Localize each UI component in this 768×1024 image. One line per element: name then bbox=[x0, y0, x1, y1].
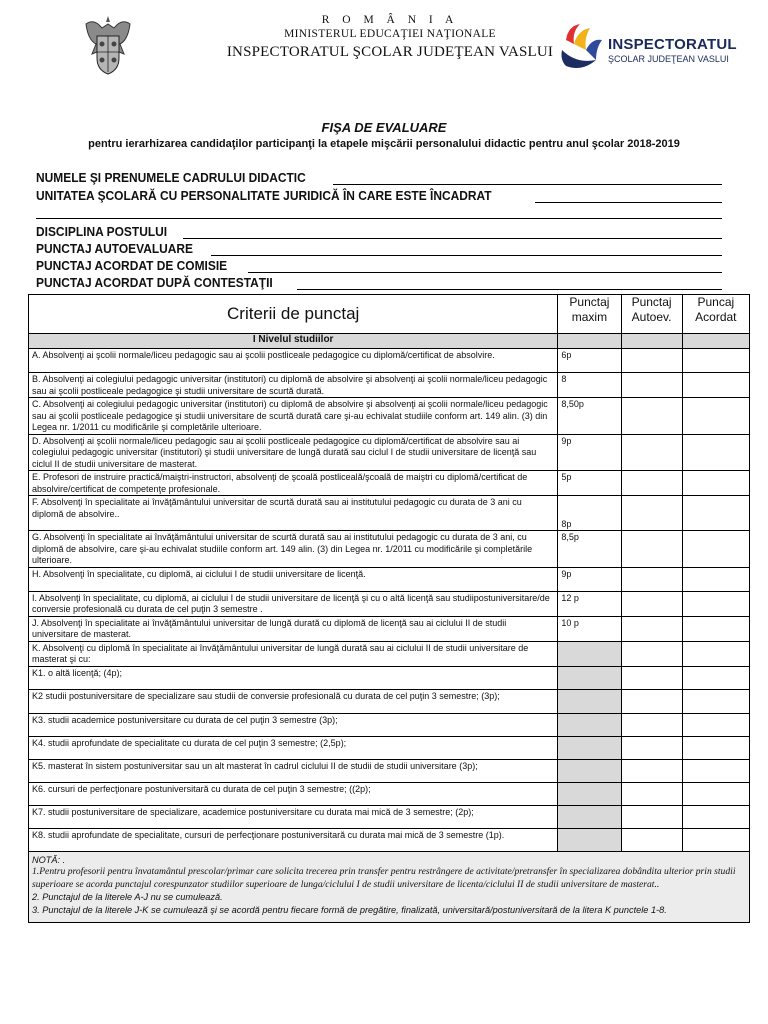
field-label: PUNCTAJ ACORDAT DE COMISIE bbox=[36, 258, 228, 273]
criterion-text: D. Absolvenţi ai şcolii normale/liceu pedagogic sau ai şcolii postliceale pedagogice cu diplomă/certificat de absolvire sau ai colegiului pedagogic universitar (institutori) şi studii universitare de lungă durată sau ciclul I de studii universitare de licenţă sau ciclul II de studii universitare de masterat. bbox=[29, 434, 558, 471]
table-row bbox=[29, 759, 750, 782]
criterion-text: G. Absolvenţi în specialitate ai învăţământului universitar de scurtă durată sau ai institutului pedagogic cu durata de 3 ani, cu diplomă de absolvire, care şi-au echivalat studiile conform art. 149 alin. (3) din Legea nr. 1/2011 cu modificările şi completările ulterioare. bbox=[29, 531, 558, 568]
criterion-text: A. Absolvenţi ai şcolii normale/liceu pedagogic sau ai şcolii postliceale pedagogice cu diplomă/certificat de absolvire. bbox=[29, 349, 558, 373]
table-row bbox=[29, 689, 750, 713]
awarded-score-cell[interactable] bbox=[682, 666, 749, 689]
notes-cell bbox=[29, 851, 750, 923]
max-score-cell: 8,50p bbox=[558, 398, 621, 435]
criterion-text: B. Absolvenţi ai colegiului pedagogic universitar (institutori) cu diplomă de absolvire şi absolvenţi ai şcolii normale/liceu pedagogic sau ai şcolii postliceale pedagogice şi studii universitare de scurtă durată. bbox=[29, 373, 558, 398]
criterion-text: K7. studii postuniversitare de specializare, academice postuniversitare cu durata mai mică de 3 semestre; (2p); bbox=[29, 805, 558, 828]
awarded-score-cell[interactable] bbox=[682, 567, 749, 591]
awarded-score-cell[interactable] bbox=[682, 349, 749, 373]
fill-line bbox=[297, 279, 722, 290]
fill-line bbox=[333, 174, 722, 185]
max-score-cell bbox=[558, 641, 621, 666]
note-1: 1.Pentru profesorii pentru învatamântul prescolar/primar care solicita trecerea prin transfer pentru restrângere de activitate/pretransfer în specializarea dobândita ulterior prin studii superioare se acorda punctajul corespunzator studiilor superioare de lunga/ciclului I de studii universitare de licenta/ciclului II de studii universitare de masterat.. bbox=[32, 866, 736, 890]
table-row bbox=[29, 666, 750, 689]
self-score-cell[interactable] bbox=[621, 689, 682, 713]
max-score-cell: 6p bbox=[558, 349, 621, 373]
form-title: FIŞA DE EVALUARE bbox=[321, 120, 447, 135]
inspectorate-logo bbox=[556, 20, 756, 74]
max-score-cell bbox=[558, 828, 621, 851]
max-score-cell: 8 bbox=[558, 373, 621, 398]
max-score-cell bbox=[558, 713, 621, 736]
table-row bbox=[29, 736, 750, 759]
awarded-score-cell[interactable] bbox=[682, 616, 749, 641]
evaluation-table bbox=[28, 294, 750, 923]
field-label: PUNCTAJ AUTOEVALUARE bbox=[36, 241, 194, 256]
self-score-cell[interactable] bbox=[621, 591, 682, 616]
fill-line bbox=[248, 262, 722, 273]
max-score-cell: 5p bbox=[558, 471, 621, 496]
criterion-text: I. Absolvenţi în specialitate, cu diplomă, ai ciclului I de studii universitare de licenţă şi cu o altă licenţă sau studiipostuniversitare/de conversie profesională cu durata de cel puţin 3 semestre . bbox=[29, 591, 558, 616]
table-row bbox=[29, 591, 750, 616]
self-score-cell[interactable] bbox=[621, 828, 682, 851]
awarded-score-cell[interactable] bbox=[682, 591, 749, 616]
field-label: UNITATEA ŞCOLARĂ CU PERSONALITATE JURIDICĂ ÎN CARE ESTE ÎNCADRAT bbox=[36, 188, 492, 203]
awarded-score-cell[interactable] bbox=[682, 531, 749, 568]
field-label: PUNCTAJ ACORDAT DUPĂ CONTESTAŢII bbox=[36, 275, 273, 290]
criterion-text: C. Absolvenţi ai colegiului pedagogic universitar (institutori) cu diplomă de absolvire şi absolvenţi ai şcolii normale/liceu pedagogic sau ai şcolii postliceale pedagogice şi studii universitare de scurtă durată care şi-au echivalat studiile conform art. 149 alin. (3) din Legea nr. 1/2011 cu modificările şi completările ulterioare. bbox=[29, 398, 558, 435]
self-score-cell[interactable] bbox=[621, 373, 682, 398]
criterion-text: F. Absolvenţi în specialitate ai învăţământului universitar de scurtă durată sau ai institutului pedagogic cu durata de 3 ani cu diplomă de absolvire.. bbox=[29, 496, 558, 531]
table-row bbox=[29, 471, 750, 496]
max-score-cell: 9p bbox=[558, 567, 621, 591]
table-row bbox=[29, 531, 750, 568]
criterion-text: K6. cursuri de perfecţionare postuniversitară cu durata de cel puţin 3 semestre; ((2p); bbox=[29, 782, 558, 805]
header-self-score: Punctaj Autoev. bbox=[621, 295, 682, 334]
field-label: DISCIPLINA POSTULUI bbox=[36, 224, 168, 239]
self-score-cell[interactable] bbox=[621, 736, 682, 759]
criterion-text: J. Absolvenţi în specialitate ai învăţământului universitar de lungă durată cu diplomă de licenţă sau ai ciclului II de studii universitare de masterat. bbox=[29, 616, 558, 641]
field-committee-score[interactable] bbox=[36, 258, 722, 273]
section-cell bbox=[621, 334, 682, 349]
table-row bbox=[29, 434, 750, 471]
table-row bbox=[29, 373, 750, 398]
self-score-cell[interactable] bbox=[621, 471, 682, 496]
max-score-cell: 8p bbox=[558, 496, 621, 531]
criterion-text: K8. studii aprofundate de specialitate, cursuri de perfecţionare postuniversitară cu durata mai mică de 3 semestre (1p). bbox=[29, 828, 558, 851]
section-cell bbox=[682, 334, 749, 349]
self-score-cell[interactable] bbox=[621, 567, 682, 591]
self-score-cell[interactable] bbox=[621, 782, 682, 805]
self-score-cell[interactable] bbox=[621, 616, 682, 641]
table-row bbox=[29, 496, 750, 531]
self-score-cell[interactable] bbox=[621, 531, 682, 568]
max-score-cell: 9p bbox=[558, 434, 621, 471]
self-score-cell[interactable] bbox=[621, 759, 682, 782]
criterion-text: E. Profesori de instruire practică/maiştri-instructori, absolvenţi de şcoală postliceală/şcoală de maiştri cu diplomă/certificat de absolvire/certificat de competenţe profesionale. bbox=[29, 471, 558, 496]
field-label: NUMELE ŞI PRENUMELE CADRULUI DIDACTIC bbox=[36, 170, 306, 185]
criterion-text: K1. o altă licenţă; (4p); bbox=[29, 666, 558, 689]
max-score-cell: 10 p bbox=[558, 616, 621, 641]
criterion-text: K3. studii academice postuniversitare cu durata de cel puţin 3 semestre (3p); bbox=[29, 713, 558, 736]
field-school-unit[interactable] bbox=[36, 188, 722, 203]
notes-heading: NOTĂ: . bbox=[32, 854, 66, 865]
self-score-cell[interactable] bbox=[621, 434, 682, 471]
criterion-text: H. Absolvenţi în specialitate, cu diplomă, ai ciclului I de studii universitare de licenţă. bbox=[29, 567, 558, 591]
awarded-score-cell[interactable] bbox=[682, 782, 749, 805]
awarded-score-cell[interactable] bbox=[682, 713, 749, 736]
romania-coat-of-arms-icon bbox=[80, 14, 136, 80]
table-row bbox=[29, 828, 750, 851]
field-appeal-score[interactable] bbox=[36, 275, 722, 290]
criterion-text: K4. studii aprofundate de specialitate cu durata de cel puţin 3 semestre; (2,5p); bbox=[29, 736, 558, 759]
fill-line bbox=[183, 228, 722, 239]
criterion-text: K. Absolvenţi cu diplomă în specialitate ai învăţământului universitar de lungă durată sau ai ciclului II de studii universitare de masterat şi cu: bbox=[29, 641, 558, 666]
max-score-cell bbox=[558, 736, 621, 759]
inspectorate-logo-icon bbox=[556, 20, 606, 74]
form-subtitle: pentru ierarhizarea candidaţilor participanţi la etapele mişcării personalului didactic pentru anul şcolar 2018-2019 bbox=[88, 138, 680, 150]
max-score-cell bbox=[558, 782, 621, 805]
max-score-cell bbox=[558, 666, 621, 689]
max-score-cell: 12 p bbox=[558, 591, 621, 616]
note-3: 3. Punctajul de la literele J-K se cumulează şi se acordă pentru fiecare formă de pregătire, finalizată, universitară/postuniversitară de la litera K punctele 1-8. bbox=[32, 904, 667, 915]
criterion-text: K2 studii postuniversitare de specializare sau studii de conversie profesională cu durata de cel puţin 3 semestre; (3p); bbox=[29, 689, 558, 713]
table-row bbox=[29, 567, 750, 591]
self-score-cell[interactable] bbox=[621, 666, 682, 689]
table-row bbox=[29, 641, 750, 666]
field-discipline[interactable] bbox=[36, 224, 722, 239]
logo-subtitle: ŞCOLAR JUDEŢEAN VASLUI bbox=[608, 54, 729, 64]
awarded-score-cell[interactable] bbox=[682, 434, 749, 471]
header-inspectorate: INSPECTORATUL ŞCOLAR JUDEŢEAN VASLUI bbox=[226, 44, 554, 60]
criterion-text: K5. masterat în sistem postuniversitar sau un alt masterat în cadrul ciclului II de studii de studii universitare (3p); bbox=[29, 759, 558, 782]
awarded-score-cell[interactable] bbox=[682, 689, 749, 713]
awarded-score-cell[interactable] bbox=[682, 736, 749, 759]
field-teacher-name[interactable] bbox=[36, 170, 722, 185]
field-school-unit-continuation[interactable] bbox=[36, 204, 722, 219]
self-score-cell[interactable] bbox=[621, 496, 682, 531]
field-self-evaluation-score[interactable] bbox=[36, 241, 722, 256]
table-header-row bbox=[29, 295, 750, 334]
fill-line bbox=[535, 192, 722, 203]
self-score-cell[interactable] bbox=[621, 713, 682, 736]
header-awarded-score: Puncaj Acordat bbox=[682, 295, 749, 334]
self-score-cell[interactable] bbox=[621, 641, 682, 666]
table-row bbox=[29, 349, 750, 373]
awarded-score-cell[interactable] bbox=[682, 373, 749, 398]
header-criteria: Criterii de punctaj bbox=[29, 295, 558, 334]
awarded-score-cell[interactable] bbox=[682, 805, 749, 828]
notes-row bbox=[29, 851, 750, 923]
header-country: R O M Â N I A bbox=[321, 14, 459, 26]
table-row bbox=[29, 616, 750, 641]
section-title: I Nivelul studiilor bbox=[29, 334, 558, 349]
max-score-cell bbox=[558, 689, 621, 713]
table-row bbox=[29, 398, 750, 435]
self-score-cell[interactable] bbox=[621, 398, 682, 435]
table-row bbox=[29, 713, 750, 736]
self-score-cell[interactable] bbox=[621, 349, 682, 373]
logo-title: INSPECTORATUL bbox=[608, 36, 737, 53]
awarded-score-cell[interactable] bbox=[682, 828, 749, 851]
table-row bbox=[29, 782, 750, 805]
awarded-score-cell[interactable] bbox=[682, 641, 749, 666]
awarded-score-cell[interactable] bbox=[682, 471, 749, 496]
awarded-score-cell[interactable] bbox=[682, 398, 749, 435]
awarded-score-cell[interactable] bbox=[682, 759, 749, 782]
max-score-cell bbox=[558, 805, 621, 828]
section-cell bbox=[558, 334, 621, 349]
header-ministry: MINISTERUL EDUCAŢIEI NAŢIONALE bbox=[284, 28, 496, 40]
section-row bbox=[29, 334, 750, 349]
awarded-score-cell[interactable] bbox=[682, 496, 749, 531]
max-score-cell: 8,5p bbox=[558, 531, 621, 568]
max-score-cell bbox=[558, 759, 621, 782]
self-score-cell[interactable] bbox=[621, 805, 682, 828]
note-2: 2. Punctajul de la literele A-J nu se cumulează. bbox=[32, 892, 223, 902]
header-max-score: Punctaj maxim bbox=[558, 295, 621, 334]
fill-line bbox=[211, 245, 722, 256]
table-row bbox=[29, 805, 750, 828]
